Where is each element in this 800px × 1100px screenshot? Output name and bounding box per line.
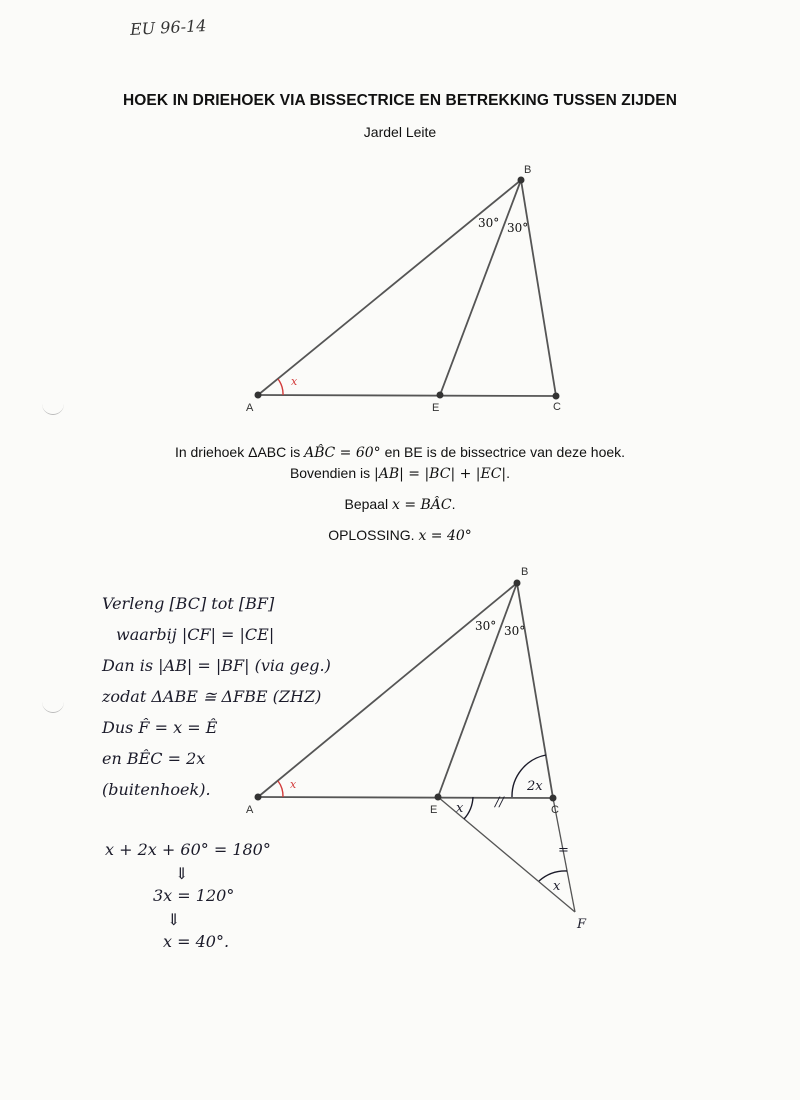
- handwritten-proof: [102, 588, 402, 805]
- angle-label-x-f: x: [553, 879, 561, 894]
- angle-label-30-right-2: 30°: [504, 624, 526, 638]
- problem-line-1: In driehoek ΔABC is AB̂C = 60° en BE is de bissectrice van deze hoek.: [174, 444, 626, 461]
- point-b-2: [514, 580, 521, 587]
- point-c-2: [550, 795, 557, 802]
- segment-bc-2: [517, 583, 553, 798]
- angle-x-arc: [278, 379, 283, 395]
- point-e: [437, 392, 444, 399]
- calc-arrow: ⇓: [175, 864, 189, 883]
- reference-note: EU 96-14: [129, 16, 207, 39]
- math-answer: x = 40°: [418, 528, 472, 544]
- proof-line: en BÊC = 2x: [102, 749, 206, 768]
- label-a-2: A: [246, 804, 254, 816]
- label-c: C: [553, 401, 561, 413]
- problem-statement: [0, 442, 800, 484]
- point-e-2: [435, 794, 442, 801]
- point-a: [255, 392, 262, 399]
- tick-mark-cf: =: [558, 843, 569, 858]
- question-line: Bepaal x = BÂC.: [344, 496, 456, 513]
- label-b: B: [524, 164, 532, 176]
- label-e-2: E: [430, 804, 438, 816]
- author-name: Jardel Leite: [363, 124, 437, 140]
- point-c: [553, 393, 560, 400]
- math-side-relation: |AB| = |BC| + |EC|: [374, 466, 507, 482]
- problem-line-2: Bovendien is |AB| = |BC| + |EC|.: [289, 465, 511, 482]
- angle-label-30-right: 30°: [507, 221, 529, 235]
- proof-line: (buitenhoek).: [102, 780, 211, 799]
- proof-line: zodat ΔABE ≅ ΔFBE (ZHZ): [102, 687, 322, 706]
- angle-label-2x-c: 2x: [527, 779, 543, 794]
- angle-label-30-left: 30°: [478, 216, 500, 230]
- calc-line: x + 2x + 60° = 180°: [105, 840, 271, 859]
- label-b-2: B: [521, 566, 529, 578]
- proof-line: Dus F̂ = x = Ê: [102, 718, 218, 737]
- label-e: E: [432, 402, 440, 414]
- point-b: [518, 177, 525, 184]
- math-angle-abc: AB̂C = 60°: [304, 445, 381, 461]
- label-a: A: [246, 402, 254, 414]
- label-c-2: C: [551, 804, 559, 816]
- angle-label-x-e: x: [456, 801, 464, 816]
- segment-ac: [258, 395, 556, 396]
- calc-arrow: ⇓: [167, 910, 181, 929]
- document-title: HOEK IN DRIEHOEK VIA BISSECTRICE EN BETREKKING TUSSEN ZIJDEN: [122, 92, 678, 109]
- calc-line: x = 40°.: [163, 932, 230, 951]
- segment-bc: [521, 180, 556, 396]
- label-f: F: [577, 917, 587, 932]
- proof-line: waarbij |CF| = |CE|: [116, 625, 275, 644]
- proof-line: Verleng [BC] tot [BF]: [102, 594, 275, 613]
- math-question: x = BÂC: [391, 497, 452, 513]
- angle-label-x: x: [291, 375, 298, 388]
- angle-label-x-a: x: [290, 778, 297, 791]
- tick-mark-ec: //: [495, 795, 504, 810]
- proof-line: Dan is |AB| = |BF| (via geg.): [102, 656, 331, 675]
- segment-ab: [258, 180, 521, 395]
- angle-label-30-left-2: 30°: [475, 619, 497, 633]
- angle-x-arc-e: [464, 797, 473, 819]
- answer-line: OPLOSSING. x = 40°: [328, 527, 472, 544]
- figure-1: [246, 164, 561, 414]
- calc-line: 3x = 120°: [153, 886, 235, 905]
